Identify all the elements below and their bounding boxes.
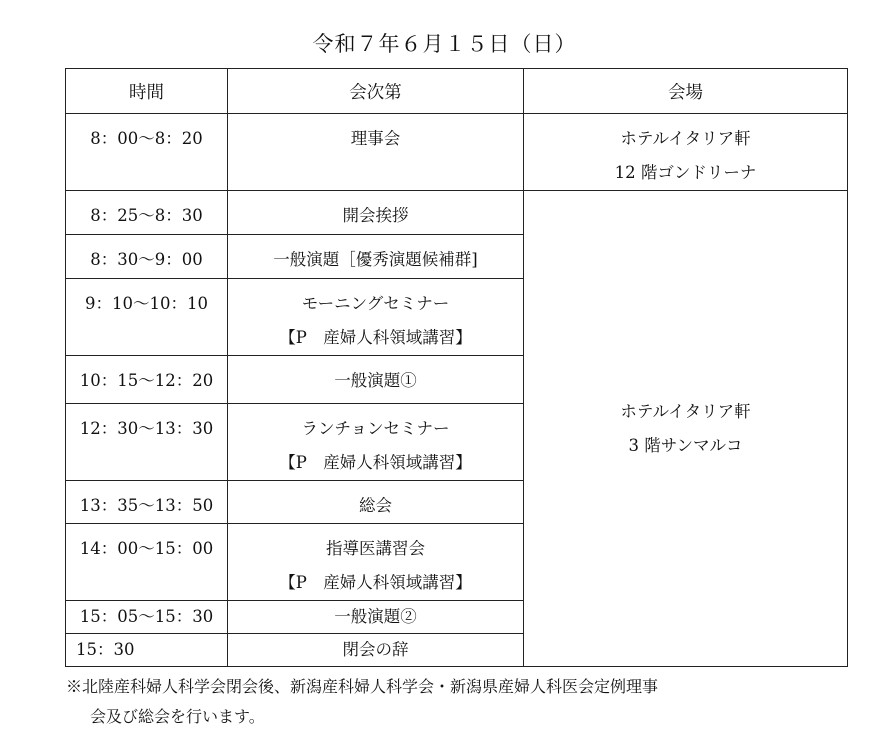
program-cell: 総会 — [228, 481, 524, 524]
venue-room: 3 階サンマルコ — [628, 435, 743, 455]
header-program: 会次第 — [228, 69, 524, 114]
program-cell: 一般演題［優秀演題候補群] — [228, 235, 524, 279]
time-cell: 15：30 — [66, 634, 228, 667]
header-venue: 会場 — [524, 69, 848, 114]
program-cell: 理事会 — [228, 114, 524, 191]
schedule-table — [65, 68, 848, 667]
venue-hotel: ホテルイタリア軒 — [620, 129, 751, 148]
time-cell: 8：25〜8：30 — [66, 191, 228, 235]
venue-cell-first — [524, 114, 848, 191]
time-cell: 15：05〜15：30 — [66, 601, 228, 634]
time-cell: 12：30〜13：30 — [66, 404, 228, 481]
footnote-line-2: 会及び総会を行います。 — [90, 707, 265, 726]
header-time: 時間 — [66, 69, 228, 114]
program-cell: モーニングセミナー 【P 産婦人科領域講習】 — [228, 279, 524, 356]
date-title: 令和７年６月１５日（日） — [312, 32, 577, 56]
time-cell: 8：30〜9：00 — [66, 235, 228, 279]
venue-hotel: ホテルイタリア軒 — [620, 401, 751, 421]
table-header-row — [66, 69, 848, 114]
program-cell: 閉会の辞 — [228, 634, 524, 667]
program-cell: 指導医講習会 【P 産婦人科領域講習】 — [228, 524, 524, 601]
time-cell: 10：15〜12：20 — [66, 356, 228, 404]
time-cell: 9：10〜10：10 — [66, 279, 228, 356]
program-cell: ランチョンセミナー 【P 産婦人科領域講習】 — [228, 404, 524, 481]
time-cell: 14：00〜15：00 — [66, 524, 228, 601]
program-cell: 一般演題② — [228, 601, 524, 634]
table-row — [66, 191, 848, 235]
time-cell: 13：35〜13：50 — [66, 481, 228, 524]
table-row — [66, 114, 848, 191]
venue-cell-second — [524, 191, 848, 667]
program-cell: 開会挨拶 — [228, 191, 524, 235]
venue-room: 12 階ゴンドリーナ — [614, 163, 757, 182]
time-cell: 8：00〜8：20 — [66, 114, 228, 191]
program-cell: 一般演題① — [228, 356, 524, 404]
footnote — [66, 672, 658, 732]
footnote-line-1: ※北陸産科婦人科学会閉会後、新潟産科婦人科学会・新潟県産婦人科医会定例理事 — [66, 677, 659, 696]
